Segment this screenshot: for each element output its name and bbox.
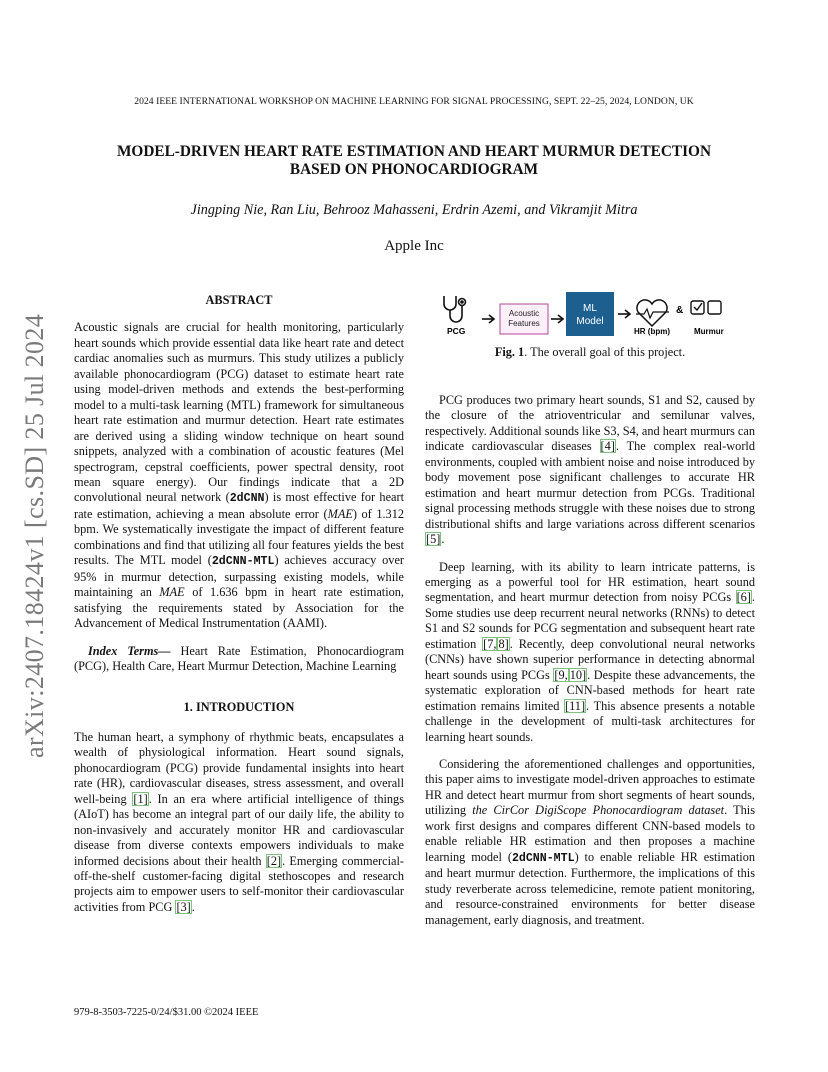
figure-1 xyxy=(440,292,740,340)
paper-title xyxy=(60,143,768,179)
math-mae: MAE xyxy=(159,585,185,600)
model-name-2dcnn-mtl: 2dCNN-MTL xyxy=(211,555,275,569)
citation-link[interactable]: [11] xyxy=(565,698,586,713)
body-text: Deep learning, with its ability to learn intricate patterns, is emerging as a powerful tool for HR estimation, heart sound segmentation, and heart murmur detection from noisy PCGs xyxy=(425,559,755,605)
citation-link[interactable]: [7, xyxy=(483,636,497,651)
paragraph-pcg xyxy=(425,393,755,548)
dataset-name: the CirCor DigiScope Phonocardiogram dataset xyxy=(472,803,725,818)
citation-link[interactable]: [5] xyxy=(426,532,441,547)
title-line-2: BASED ON PHONOCARDIOGRAM xyxy=(289,161,539,178)
citation-link[interactable]: [4] xyxy=(600,439,615,454)
citation-link[interactable]: 8] xyxy=(498,636,509,651)
citation-link[interactable]: [1] xyxy=(133,791,148,806)
body-text: . This work first designs and compares different CNN-based models to enable reliable HR estimation and then proposes a machine learning model ( xyxy=(425,803,756,864)
math-mae: MAE xyxy=(327,506,353,521)
abstract-part: ) is most effective for heart rate estimation, achieving a mean absolute error ( xyxy=(74,490,404,521)
intro-text: . In an era where artificial intelligence of things (AIoT) has become an integral part of our daily life, the ability to non-invasively and accurately monitor HR and cardiovascular disease from diverse contexts empowers individuals to make informed decisions about their health xyxy=(74,791,404,868)
body-text: . Recently, deep convolutional neural networks (CNNs) have shown superior performance in detecting abnormal heart sounds using PCGs xyxy=(425,636,755,682)
conference-header: 2024 IEEE INTERNATIONAL WORKSHOP ON MACHINE LEARNING FOR SIGNAL PROCESSING, SEPT. 22–25, 2024, LONDON, UK xyxy=(134,96,694,107)
abstract-part: Acoustic signals are crucial for health monitoring, particularly heart sounds which provide essential data like heart rate and detect cardiac anomalies such as murmurs. This study utilizes a publicly available phonocardiogram (PCG) dataset to estimate heart rate using model-driven methods and extends the best-performing model to a multi-task learning (MTL) framework for simultaneous heart rate estimation and murmur detection. Heart rate estimates are derived using a sliding window technique on heart sound snippets, analyzed with a combination of acoustic features (Mel spectrogram, cepstral coefficients, power spectral density, root mean square energy). Our findings indicate that a 2D convolutional neural network ( xyxy=(74,320,404,505)
citation-link[interactable]: [6] xyxy=(736,590,751,605)
arrow-icon xyxy=(482,315,494,323)
citation-link[interactable]: [3] xyxy=(176,899,191,914)
body-text: . This absence presents a notable challenge in the development of multi-task architectures for learning heart sounds. xyxy=(425,698,755,744)
checkbox-checked-icon xyxy=(691,301,704,314)
title-line-1: MODEL-DRIVEN HEART RATE ESTIMATION AND HEART MURMUR DETECTION xyxy=(116,143,711,160)
arxiv-watermark xyxy=(20,298,60,758)
abstract-part: of 1.636 bpm in heart rate estimation, satisfying the requirements stated by Association for the Advancement of Medical Instrumentation (AAMI). xyxy=(74,585,404,631)
copyright-footer: 979-8-3503-7225-0/24/$31.00 ©2024 IEEE xyxy=(74,1007,259,1018)
pcg-label: PCG xyxy=(447,326,466,336)
ml-label-line2: Model xyxy=(576,316,604,327)
right-column xyxy=(425,393,755,928)
abstract-part: ) of 1.312 bpm. We systematically investigate the impact of different feature combinations and find that utilizing all four features yields the best results. The MTL model ( xyxy=(74,506,405,568)
ml-model-box xyxy=(566,292,614,336)
murmur-label: Murmur xyxy=(694,327,724,336)
arrow-icon xyxy=(551,315,563,323)
affiliation: Apple Inc xyxy=(384,238,444,254)
left-column xyxy=(74,293,404,915)
body-text: . The complex real-world environments, coupled with ambient noise and noise introduced by body movement pose significant challenges to accurate HR estimation and heart murmur detection from PCGs. Traditional signal processing methods struggle with these noises due to strong distributional shifts and large variations across different scenarios xyxy=(425,439,755,531)
heart-pulse-icon xyxy=(636,300,669,326)
body-text: ) to enable reliable HR estimation and heart murmur detection. Furthermore, the implications of this study reverberate across telemedicine, remote patient monitoring, and resource-constrained environments for better disease management, early diagnosis, and treatment. xyxy=(425,849,755,927)
model-name-2dcnn-mtl: 2dCNN-MTL xyxy=(511,851,575,865)
intro-text: . Emerging commercial-off-the-shelf customer-facing digital stethoscopes and research projects aim to empower users to self-monitor their cardiovascular activities from PCG xyxy=(74,853,404,914)
intro-text: . xyxy=(191,899,195,914)
abstract-part: ) achieves accuracy over 95% in murmur detection, surpassing existing models, while maintaining an xyxy=(74,553,404,600)
paragraph-contribution xyxy=(425,757,755,928)
intro-text: The human heart, a symphony of rhythmic beats, encapsulates a wealth of physiological information. Heart sound signals, phonocardiogram (PCG) provide fundamental insights into heart rate (HR), cardiovascular diseases, stress assessment, and overall well-being xyxy=(74,729,404,806)
hr-label: HR (bpm) xyxy=(634,327,670,336)
caption-label: Fig. 1 xyxy=(494,345,525,359)
index-terms-label: Index Terms— xyxy=(88,643,171,658)
author-list: Jingping Nie, Ran Liu, Behrooz Mahasseni, Erdrin Azemi, and Vikramjit Mitra xyxy=(190,202,638,218)
body-text: . xyxy=(441,532,445,547)
ml-label-line1: ML xyxy=(583,303,597,314)
body-text: . Some studies use deep recurrent neural networks (RNNs) to detect S1 and S2 sounds for PCG segmentation and subsequent heart rate estimation xyxy=(425,590,755,651)
citation-link[interactable]: 10] xyxy=(569,667,587,682)
citation-link[interactable]: [9, xyxy=(554,667,568,682)
citation-link[interactable]: [2] xyxy=(266,853,282,868)
acoustic-label-line1: Acoustic xyxy=(508,309,540,318)
arxiv-id: arXiv:2407.18424v1 [cs.SD] 25 Jul 2024 xyxy=(20,313,49,758)
abstract-heading: ABSTRACT xyxy=(205,293,273,307)
paragraph-deep-learning xyxy=(425,560,755,745)
caption-text: . The overall goal of this project. xyxy=(524,345,686,359)
index-terms xyxy=(74,644,404,675)
body-text: PCG produces two primary heart sounds, S1 and S2, caused by the closure of the atrioventricular and semilunar valves, respectively. Additional sounds like S3, S4, and heart murmurs can indicate cardiovascular diseases xyxy=(425,393,755,454)
index-terms-text: Heart Rate Estimation, Phonocardiogram (PCG), Health Care, Heart Murmur Detection, Machine Learning xyxy=(74,643,405,673)
figure-1-caption xyxy=(425,345,755,360)
body-text: . Despite these advancements, the systematic exploration of CNN-based methods for heart rate estimation remains limited xyxy=(425,667,755,713)
stethoscope-icon xyxy=(444,296,466,322)
model-name-2dcnn: 2dCNN xyxy=(229,492,265,506)
abstract-text xyxy=(74,320,404,631)
figure-1-diagram xyxy=(440,292,740,340)
intro-paragraph xyxy=(74,730,404,915)
intro-heading: 1. INTRODUCTION xyxy=(183,700,295,715)
checkbox-empty-icon xyxy=(708,301,721,314)
ampersand: & xyxy=(676,305,684,316)
acoustic-label-line2: Features xyxy=(508,319,540,328)
arrow-icon xyxy=(618,310,630,318)
body-text: Considering the aforementioned challenges and opportunities, this paper aims to investigate model-driven approaches to estimate HR and detect heart murmur from short segments of heart sounds, utilizing xyxy=(425,756,755,818)
